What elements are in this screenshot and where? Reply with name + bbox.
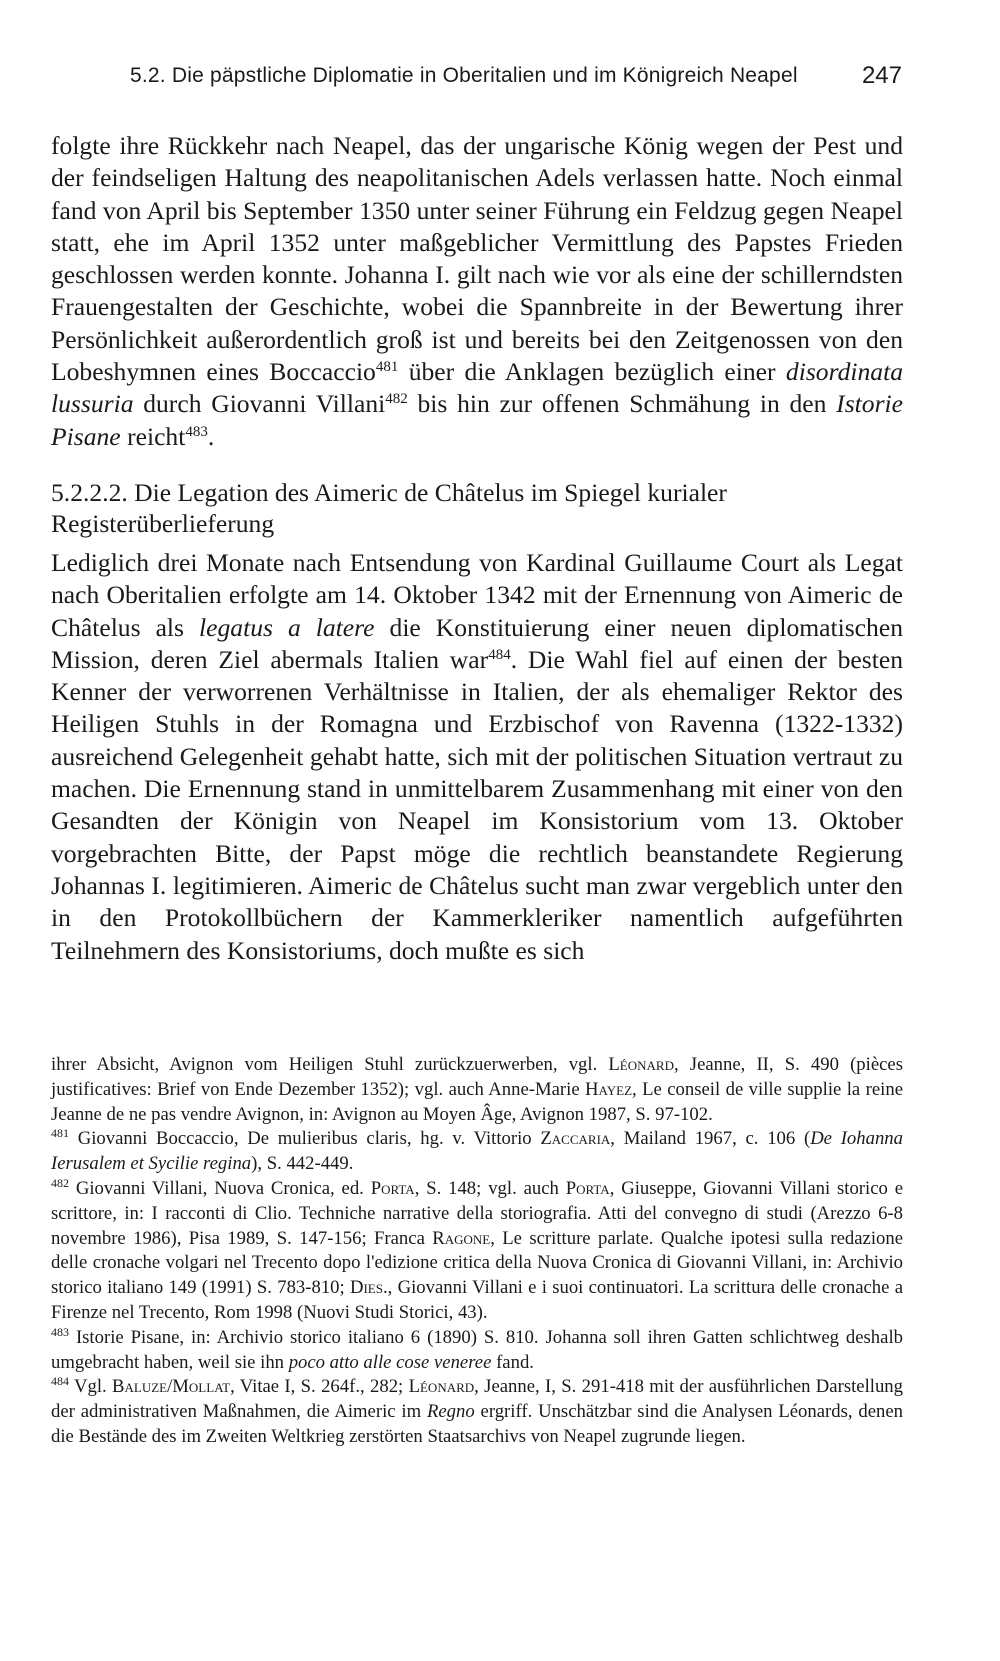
italic-term: disordinata lussuria: [51, 357, 903, 419]
footnote-continuation: [51, 1053, 903, 1127]
text-run: Lediglich drei Monate nach Entsendung von Kardinal Guillaume Court als Legat nach Oberitalien erfolgte am 14. Oktober 1342 mit der Ernennung von Aimeric de Châtelus als: [51, 547, 903, 642]
text-run: , S. 148; vgl. auch: [414, 1177, 566, 1199]
text-run: Vgl.: [69, 1376, 113, 1398]
footnote-number: 481: [51, 1126, 69, 1141]
footnote-484: [51, 1375, 903, 1449]
author-name: Zaccaria: [540, 1128, 611, 1150]
text-run: , Jeanne, I, S. 291-418 mit der ausführlichen Darstellung der administrativen Maßnahmen, die Aimeric im: [51, 1376, 903, 1423]
text-run: Giovanni Villani, Nuova Cronica, ed.: [69, 1177, 371, 1199]
text-run: , Mailand 1967, c. 106 (: [610, 1128, 811, 1150]
footnote-ref-481: 481: [375, 359, 399, 376]
main-text: [51, 130, 903, 967]
author-name: Porta: [565, 1177, 610, 1199]
italic-title: Istorie Pisane: [51, 389, 903, 451]
text-run: ., Giovanni Villani e i suoi continuatori. La scrittura delle cronache a Firenze nel Trecento, Rom 1998 (Nuovi Studi Storici, 43).: [51, 1277, 903, 1323]
footnotes: [51, 1053, 903, 1450]
footnote-483: [51, 1326, 903, 1376]
author-name: Baluze/Mollat: [112, 1376, 231, 1398]
footnote-ref-483: 483: [185, 423, 208, 440]
page-number: 247: [861, 62, 902, 89]
page-header: [130, 64, 902, 94]
text-run: über die Anklagen bezüglich einer: [398, 357, 786, 387]
text-run: folgte ihre Rückkehr nach Neapel, das der ungarische König wegen der Pest und der feindseligen Haltung des neapolitanischen Adels verlassen hatte. Noch einmal fand von April bis September 1350 unter seiner Führung ein Feldzug gegen Neapel statt, ehe im April 1352 unter maßgeblicher Vermittlung des Papstes Frieden geschlossen werden konnte. Johanna I. gilt nach wie vor als eine der schillerndsten Frauengestalten der Geschichte, wobei die Spannbreite in der Bewertung ihrer Persönlichkeit außerordentlich groß ist und bereits bei den Zeitgenossen von den Lobeshymnen eines Boccaccio: [51, 131, 903, 387]
italic-quote: poco atto alle cose veneree: [288, 1351, 492, 1373]
author-name: Léonard: [408, 1376, 475, 1398]
text-run: , Jeanne, II, S. 490 (pièces justificatives: Brief von Ende Dezember 1352); vgl. auch Anne-Marie: [51, 1054, 903, 1100]
section-heading: 5.2.2.2. Die Legation des Aimeric de Châtelus im Spiegel kurialer Registerüberlieferung: [51, 477, 727, 538]
footnote-number: 483: [51, 1324, 69, 1339]
footnote-number: 482: [51, 1175, 69, 1190]
text-run: die Konstituierung einer neuen diplomatischen Mission, deren Ziel abermals Italien war: [51, 612, 903, 674]
text-run: ), S. 442-449.: [251, 1153, 354, 1175]
text-run: .: [207, 421, 215, 451]
footnote-482: [51, 1177, 903, 1326]
italic-term: legatus a latere: [199, 612, 375, 642]
text-run: durch Giovanni Villani: [133, 389, 386, 419]
footnote-ref-482: 482: [385, 391, 408, 408]
paragraph-2: [51, 547, 903, 967]
italic-title: De Iohanna Ierusalem et Sycilie regina: [51, 1128, 903, 1175]
footnote-ref-484: 484: [488, 646, 511, 663]
footnote-481: [51, 1127, 903, 1177]
paragraph-1: [51, 130, 903, 453]
text-run: fand.: [491, 1351, 534, 1373]
footnote-number: 484: [51, 1374, 69, 1389]
text-run: . Die Wahl fiel auf einen der besten Kenner der verworrenen Verhältnisse in Italien, der als ehemaliger Rektor des Heiligen Stuhls in der Romagna und Erzbischof von Ravenna (1322-1332) ausreichend Gelegenheit gehabt hatte, sich mit der politischen Situation vertraut zu machen. Die Ernennung stand in unmittelbarem Zusammenhang mit einer von den Gesandten der Königin von Neapel im Konsistorium vom 13. Oktober vorgebrachten Bitte, der Papst möge die rechtlich beanstandete Regierung Johannas I. legitimieren. Aimeric de Châtelus sucht man zwar vergeblich unter den in den Protokollbüchern der Kammerkleriker namentlich aufgeführten Teilnehmern des Konsistoriums, doch mußte es sich: [51, 644, 903, 965]
author-name: Dies: [349, 1277, 383, 1299]
running-head: 5.2. Die päpstliche Diplomatie in Oberitalien und im Königreich Neapel: [130, 64, 798, 87]
text-run: , Le conseil de ville supplie la reine Jeanne de ne pas vendre Avignon, in: Avignon au Moyen Âge, Avignon 1987, S. 97-102.: [51, 1078, 903, 1125]
text-run: Istorie Pisane, in: Archivio storico italiano 6 (1890) S. 810. Johanna soll ihren Gatten schlichtweg deshalb umgebracht haben, weil sie ihn: [51, 1326, 903, 1373]
text-run: , Giuseppe, Giovanni Villani storico e scrittore, in: I racconti di Clio. Techniche narrative della storiografia. Atti del convegno di studi (Arezzo 6-8 novembre 1986), Pisa 1989, S. 147-156; Franca: [51, 1177, 903, 1249]
text-run: ihrer Absicht, Avignon vom Heiligen Stuhl zurückzuerwerben, vgl.: [51, 1054, 609, 1075]
text-run: reicht: [120, 421, 186, 451]
author-name: Léonard: [608, 1054, 674, 1075]
text-run: , Le scritture parlate. Qualche ipotesi sulla redazione delle cronache volgari nel Trecento dopo l'edizione critica della Nuova Cronica di Giovanni Villani, in: Archivio storico italiano 149 (1991) S. 783-810;: [51, 1227, 904, 1299]
text-run: bis hin zur offenen Schmähung in den: [407, 389, 837, 419]
author-name: Ragone: [432, 1227, 491, 1249]
text-run: , Vitae I, S. 264f., 282;: [230, 1376, 409, 1398]
author-name: Hayez: [585, 1078, 633, 1100]
text-run: ergriff. Unschätzbar sind die Analysen Léonards, denen die Bestände des im Zweiten Weltkrieg zerstörten Staatsarchivs von Neapel zugrunde liegen.: [51, 1401, 903, 1447]
text-run: Giovanni Boccaccio, De mulieribus claris, hg. v. Vittorio: [69, 1128, 541, 1150]
italic-term: Regno: [426, 1401, 475, 1423]
author-name: Porta: [370, 1177, 415, 1199]
